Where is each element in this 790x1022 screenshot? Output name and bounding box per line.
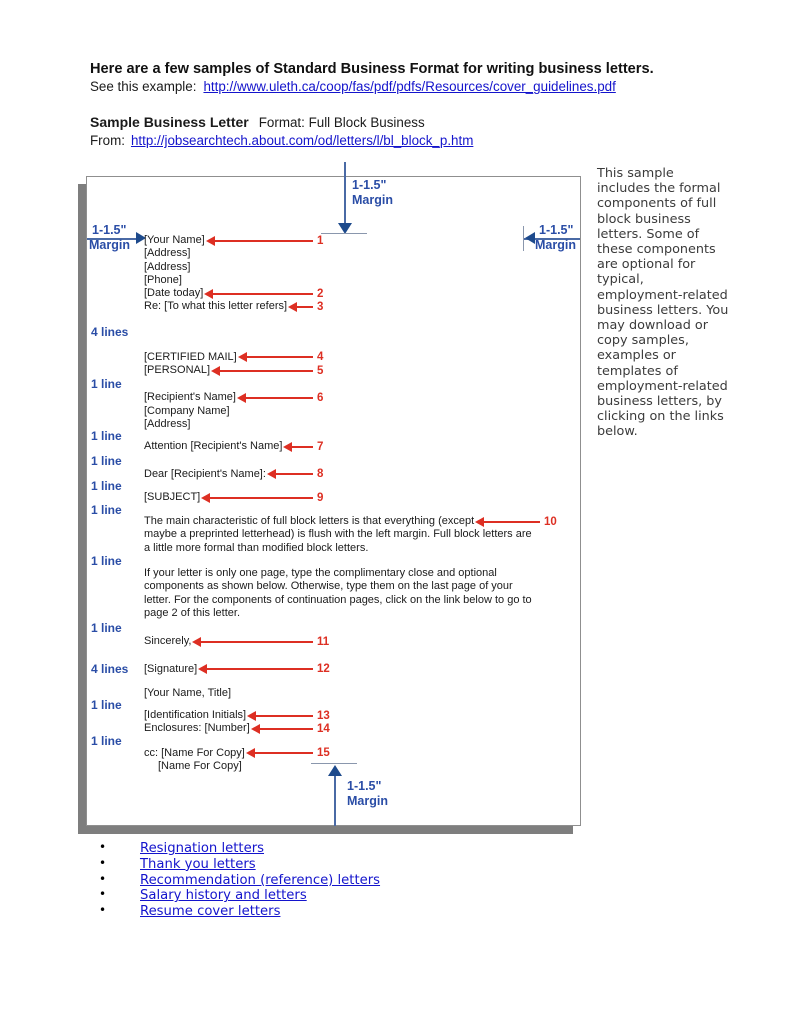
page-title: Here are a few samples of Standard Business Format for writing business letters. (90, 61, 654, 77)
margin-size-label: 1-1.5" (347, 779, 382, 793)
from-line (90, 132, 690, 150)
letter-line (144, 287, 334, 300)
callout-arrow-icon (477, 521, 540, 523)
letter-gap (144, 649, 564, 663)
letter-line (144, 747, 334, 760)
letter-line-text: Sincerely, (144, 635, 192, 648)
letter-line (144, 722, 334, 735)
letter-line-text: [CERTIFIED MAIL] (144, 350, 237, 363)
letter-line-text: Attention [Recipient's Name] (144, 440, 283, 453)
line-count-label: 1 line (91, 428, 122, 443)
letter-line-text: [Address] (144, 260, 191, 273)
letter-line-text: [Date today] (144, 287, 204, 300)
letter-line (144, 440, 334, 453)
line-count-label: 4 lines (91, 325, 129, 340)
line-count-label: 1 line (91, 478, 122, 493)
callout-arrow-icon (203, 497, 313, 499)
margin-size-label: 1-1.5" (539, 223, 574, 237)
list-item (90, 841, 380, 857)
letter-line-text: [SUBJECT] (144, 490, 201, 503)
from-link[interactable]: http://jobsearchtech.about.com/od/letters/l/bl_block_p.htm (130, 133, 474, 148)
line-count-label: 1 line (91, 697, 122, 712)
letter-gap (91, 314, 564, 351)
line-count-label: 1 line (91, 734, 122, 749)
example-link[interactable]: http://www.uleth.ca/coop/fas/pdf/pdfs/Resources/cover_guidelines.pdf (203, 79, 616, 94)
letter-line-text: [Address] (144, 247, 191, 260)
sidebar-note: This sample includes the formal components of full block business letters. Some of these components are optional for typical, employment-related business letters. You may download or copy samples, examples or templates of employment-related business letters, by clicking on the links below. (597, 166, 729, 440)
callout-arrow-icon (200, 668, 313, 670)
callout-number: 2 (317, 287, 324, 300)
callout-arrow-icon (213, 370, 313, 372)
letter-gap (91, 734, 564, 749)
letter-gap (91, 453, 564, 468)
letter-link[interactable]: Resignation letters (140, 841, 265, 856)
callout-number: 9 (317, 491, 324, 504)
sample-title: Sample Business Letter (90, 114, 249, 130)
letter-line-text: [PERSONAL] (144, 364, 211, 377)
letter-line (144, 274, 564, 287)
bullet-icon: • (99, 840, 107, 854)
letter-line-text: [Your Name, Title] (144, 686, 232, 699)
letter-link[interactable]: Recommendation (reference) letters (140, 872, 381, 888)
margin-size-label: 1-1.5" (352, 178, 387, 192)
callout-arrow-icon (253, 728, 313, 730)
letter-line (144, 364, 334, 377)
letter-links-list (90, 841, 380, 920)
example-label: See this example: (90, 79, 197, 94)
callout-arrow-icon (285, 446, 313, 448)
letter-line-text: [Address] (144, 417, 191, 430)
callout-number: 7 (317, 440, 324, 453)
letter-line (144, 491, 334, 504)
callout-number: 12 (317, 663, 330, 676)
margin-word-label: Margin (535, 238, 576, 252)
callout-number: 10 (544, 515, 557, 528)
line-count-label: 1 line (91, 377, 122, 392)
sample-line (90, 113, 690, 132)
letter-paragraph: If your letter is only one page, type the complimentary close and optional components as shown below. Otherwise, type them on the last page of your letter. For the components of continuation pages, click on the link below to go to page 2 of this letter. (144, 567, 532, 619)
letter-link[interactable]: Salary history and letters (140, 888, 307, 904)
letter-gap (144, 676, 564, 687)
bullet-icon: • (99, 855, 107, 870)
callout-arrow-icon (240, 356, 313, 358)
sample-format: Format: Full Block Business (258, 115, 425, 130)
callout-number: 11 (317, 635, 330, 648)
list-item (90, 857, 380, 873)
callout-number: 1 (317, 234, 324, 247)
callout-number: 15 (317, 747, 330, 760)
letter-gap (91, 502, 564, 517)
margin-word-label: Margin (89, 238, 130, 252)
letter-paragraph: maybe a preprinted letterhead) is flush with the left margin. Full block letters are a little more formal than modified block letters. (144, 528, 532, 554)
letter-line-text: Re: [To what this letter refers] (144, 300, 288, 313)
letter-link[interactable]: Resume cover letters (140, 904, 281, 920)
letter-gap (91, 428, 564, 443)
callout-arrow-icon (248, 752, 313, 754)
letter-line (144, 261, 564, 274)
letter-line-text: [Signature] (144, 662, 198, 675)
margin-size-label: 1-1.5" (92, 223, 127, 237)
letter-line (144, 247, 564, 260)
list-item (90, 888, 380, 904)
letter-line-text: [Identification Initials] (144, 709, 247, 722)
line-count-label: 1 line (91, 554, 122, 569)
from-label: From: (90, 133, 125, 148)
letter-gap (91, 478, 564, 493)
letter-gap (91, 697, 564, 712)
list-item (90, 873, 380, 889)
letter-line (144, 468, 334, 481)
callout-number: 6 (317, 392, 324, 405)
example-line (90, 78, 690, 96)
letter-line (144, 515, 561, 528)
letter-line-text: [Company Name] (144, 404, 230, 417)
bullet-icon: • (99, 887, 107, 902)
letter-diagram-box (86, 176, 581, 826)
letter-gap (91, 377, 564, 392)
callout-arrow-icon (206, 293, 313, 295)
callout-arrow-icon (249, 715, 313, 717)
letter-line (144, 391, 334, 404)
margin-word-label: Margin (347, 793, 388, 808)
line-count-label: 1 line (91, 620, 122, 635)
letter-line-text: The main characteristic of full block letters is that everything (except (144, 515, 475, 528)
letter-line (144, 300, 334, 313)
letter-line-text: Enclosures: [Number] (144, 722, 250, 735)
letter-line-text: [Name For Copy] (158, 760, 242, 773)
letter-line (144, 760, 564, 773)
letter-line-text: Dear [Recipient's Name]: (144, 467, 266, 480)
callout-number: 5 (317, 364, 324, 377)
list-item (90, 904, 380, 920)
letter-line (144, 405, 564, 418)
callout-number: 3 (317, 301, 324, 314)
top-margin-label (352, 178, 393, 207)
letter-gap (91, 554, 564, 569)
letter-line (144, 687, 564, 700)
callout-arrow-icon (269, 473, 313, 475)
left-margin-label (92, 223, 126, 238)
letter-link[interactable]: Thank you letters (140, 856, 256, 872)
letter-line-text: [Phone] (144, 273, 182, 286)
letter-line (144, 351, 334, 364)
letter-line (144, 234, 334, 247)
callout-number: 13 (317, 709, 330, 722)
callout-number: 8 (317, 468, 324, 481)
bottom-margin-label (347, 779, 388, 808)
letter-gap (91, 620, 564, 635)
callout-number: 14 (317, 723, 330, 736)
letter-line (144, 635, 334, 648)
callout-number: 4 (317, 351, 324, 364)
letter-line (91, 662, 334, 677)
letter-line (144, 418, 564, 431)
margin-word-label: Margin (352, 192, 393, 207)
line-count-label: 4 lines (91, 662, 129, 677)
line-count-label: 1 line (91, 502, 122, 517)
letter-line (144, 709, 334, 722)
callout-arrow-icon (194, 641, 313, 643)
bullet-icon: • (99, 871, 107, 886)
top-margin-line (344, 162, 346, 224)
callout-arrow-icon (239, 397, 313, 399)
letter-line-text: [Recipient's Name] (144, 391, 236, 404)
letter-line-text: [Your Name] (144, 234, 205, 246)
left-margin-label-word (89, 238, 130, 253)
letter-line-text: cc: [Name For Copy] (144, 746, 245, 759)
letter-rows (91, 234, 564, 773)
line-count-label: 1 line (91, 453, 122, 468)
callout-arrow-icon (208, 240, 313, 242)
bullet-icon: • (99, 903, 107, 918)
callout-arrow-icon (290, 306, 313, 308)
bottom-margin-line (334, 774, 336, 826)
page-header (90, 60, 690, 150)
